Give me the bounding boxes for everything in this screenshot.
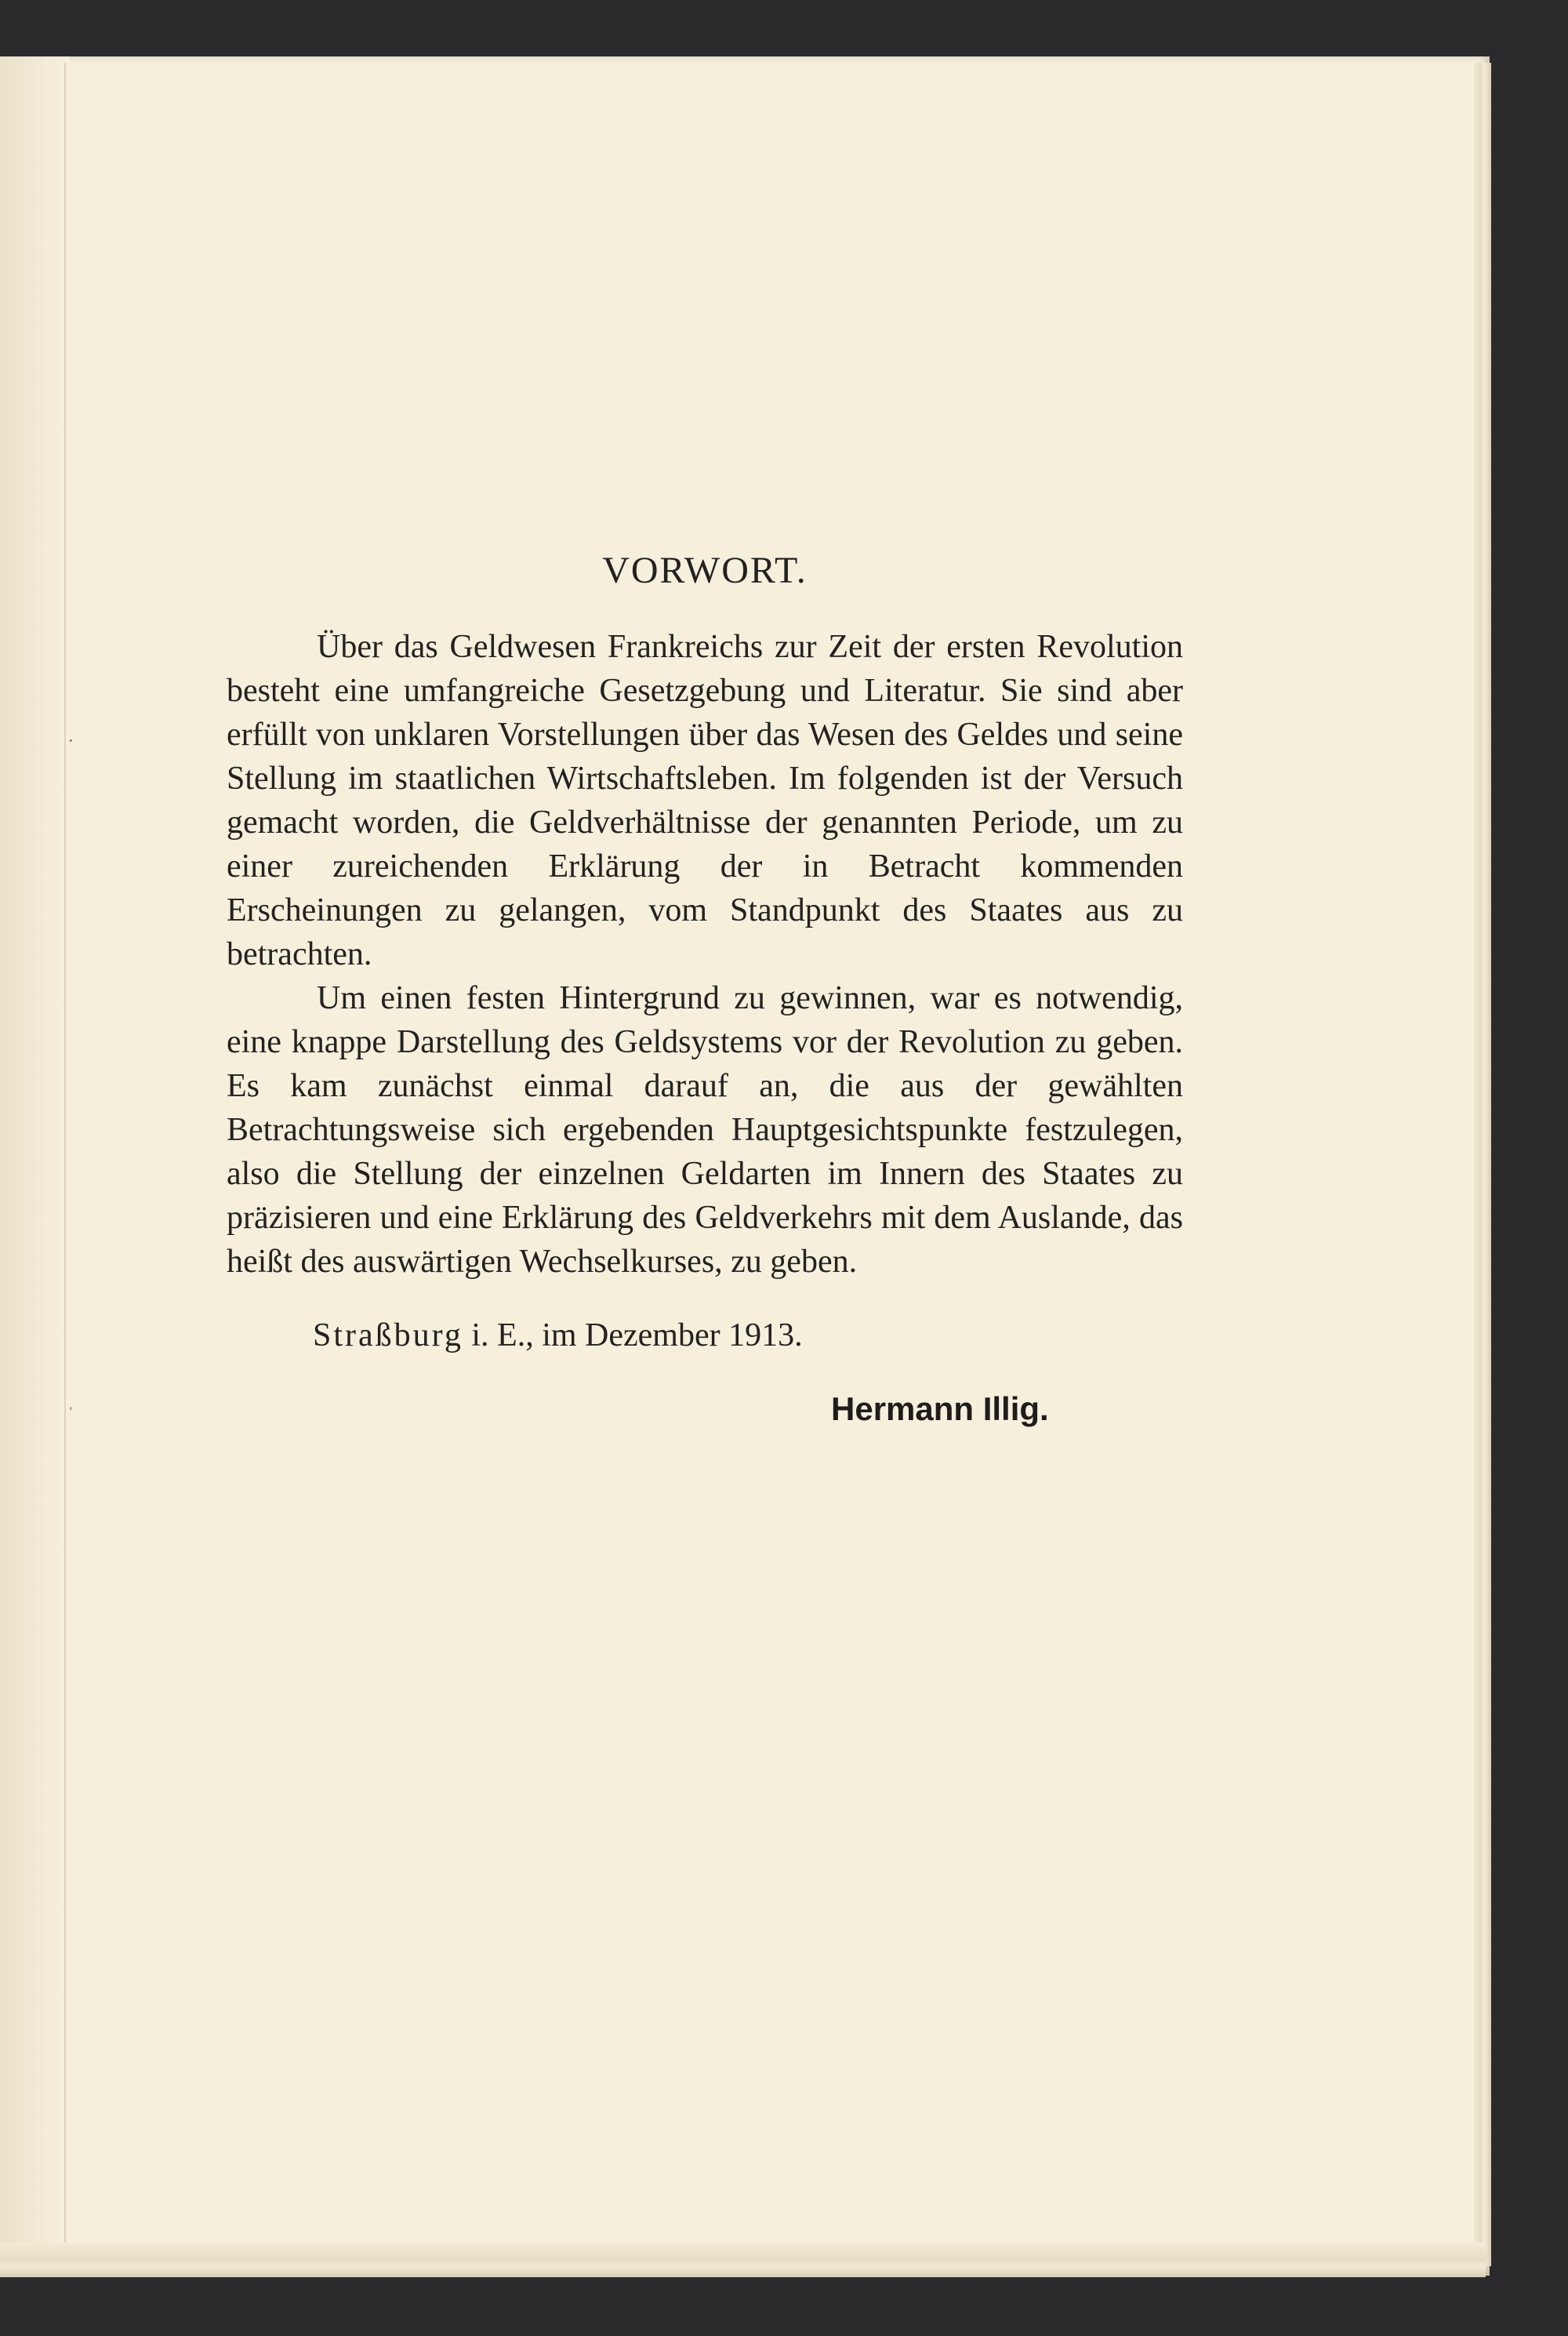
preface-text-block xyxy=(227,549,1183,1431)
date-text: i. E., im Dezember 1913. xyxy=(463,1317,803,1353)
page-edge-bottom xyxy=(0,2243,1486,2277)
margin-mark-icon: · xyxy=(67,729,74,752)
gutter-fold-line xyxy=(64,63,66,2251)
margin-mark-icon: ˌ xyxy=(67,1388,74,1411)
place-and-date xyxy=(227,1313,1183,1357)
paragraph-2: Um einen festen Hintergrund zu gewinnen, war es notwendig, eine knappe Darstellung des Geldsystems vor der Revolution zu geben. Es kam zunächst einmal darauf an, die aus der gewählten Betrachtungsweise sich ergebenden Hauptgesichtspunkte festzulegen, also die Stellung der einzelnen Geldarten im Innern des Staates zu präzisieren und eine Erklärung des Geldverkehrs mit dem Auslande, das heißt des auswärtigen Wechselkurses, zu geben. xyxy=(227,980,1183,1280)
paragraph-1: Über das Geldwesen Frankreichs zur Zeit der ersten Revolution besteht eine umfangreiche Gesetzgebung und Literatur. Sie sind aber erfüllt von unklaren Vorstellungen über das Wesen des Geldes und seine Stellung im staatlichen Wirtschaftsleben. Im folgenden ist der Versuch gemacht worden, die Geldverhältnisse der genannten Periode, um zu einer zureichenden Erklärung der in Betracht kommenden Erscheinungen zu gelangen, vom Standpunkt des Staates aus zu betrachten. xyxy=(227,629,1183,972)
page-edge-right xyxy=(1474,63,1491,2266)
page-title: VORWORT. xyxy=(602,550,808,591)
author-signature: Hermann Illig. xyxy=(831,1390,1049,1427)
page-gutter xyxy=(0,56,69,2276)
place-name: Straßburg xyxy=(313,1317,463,1353)
